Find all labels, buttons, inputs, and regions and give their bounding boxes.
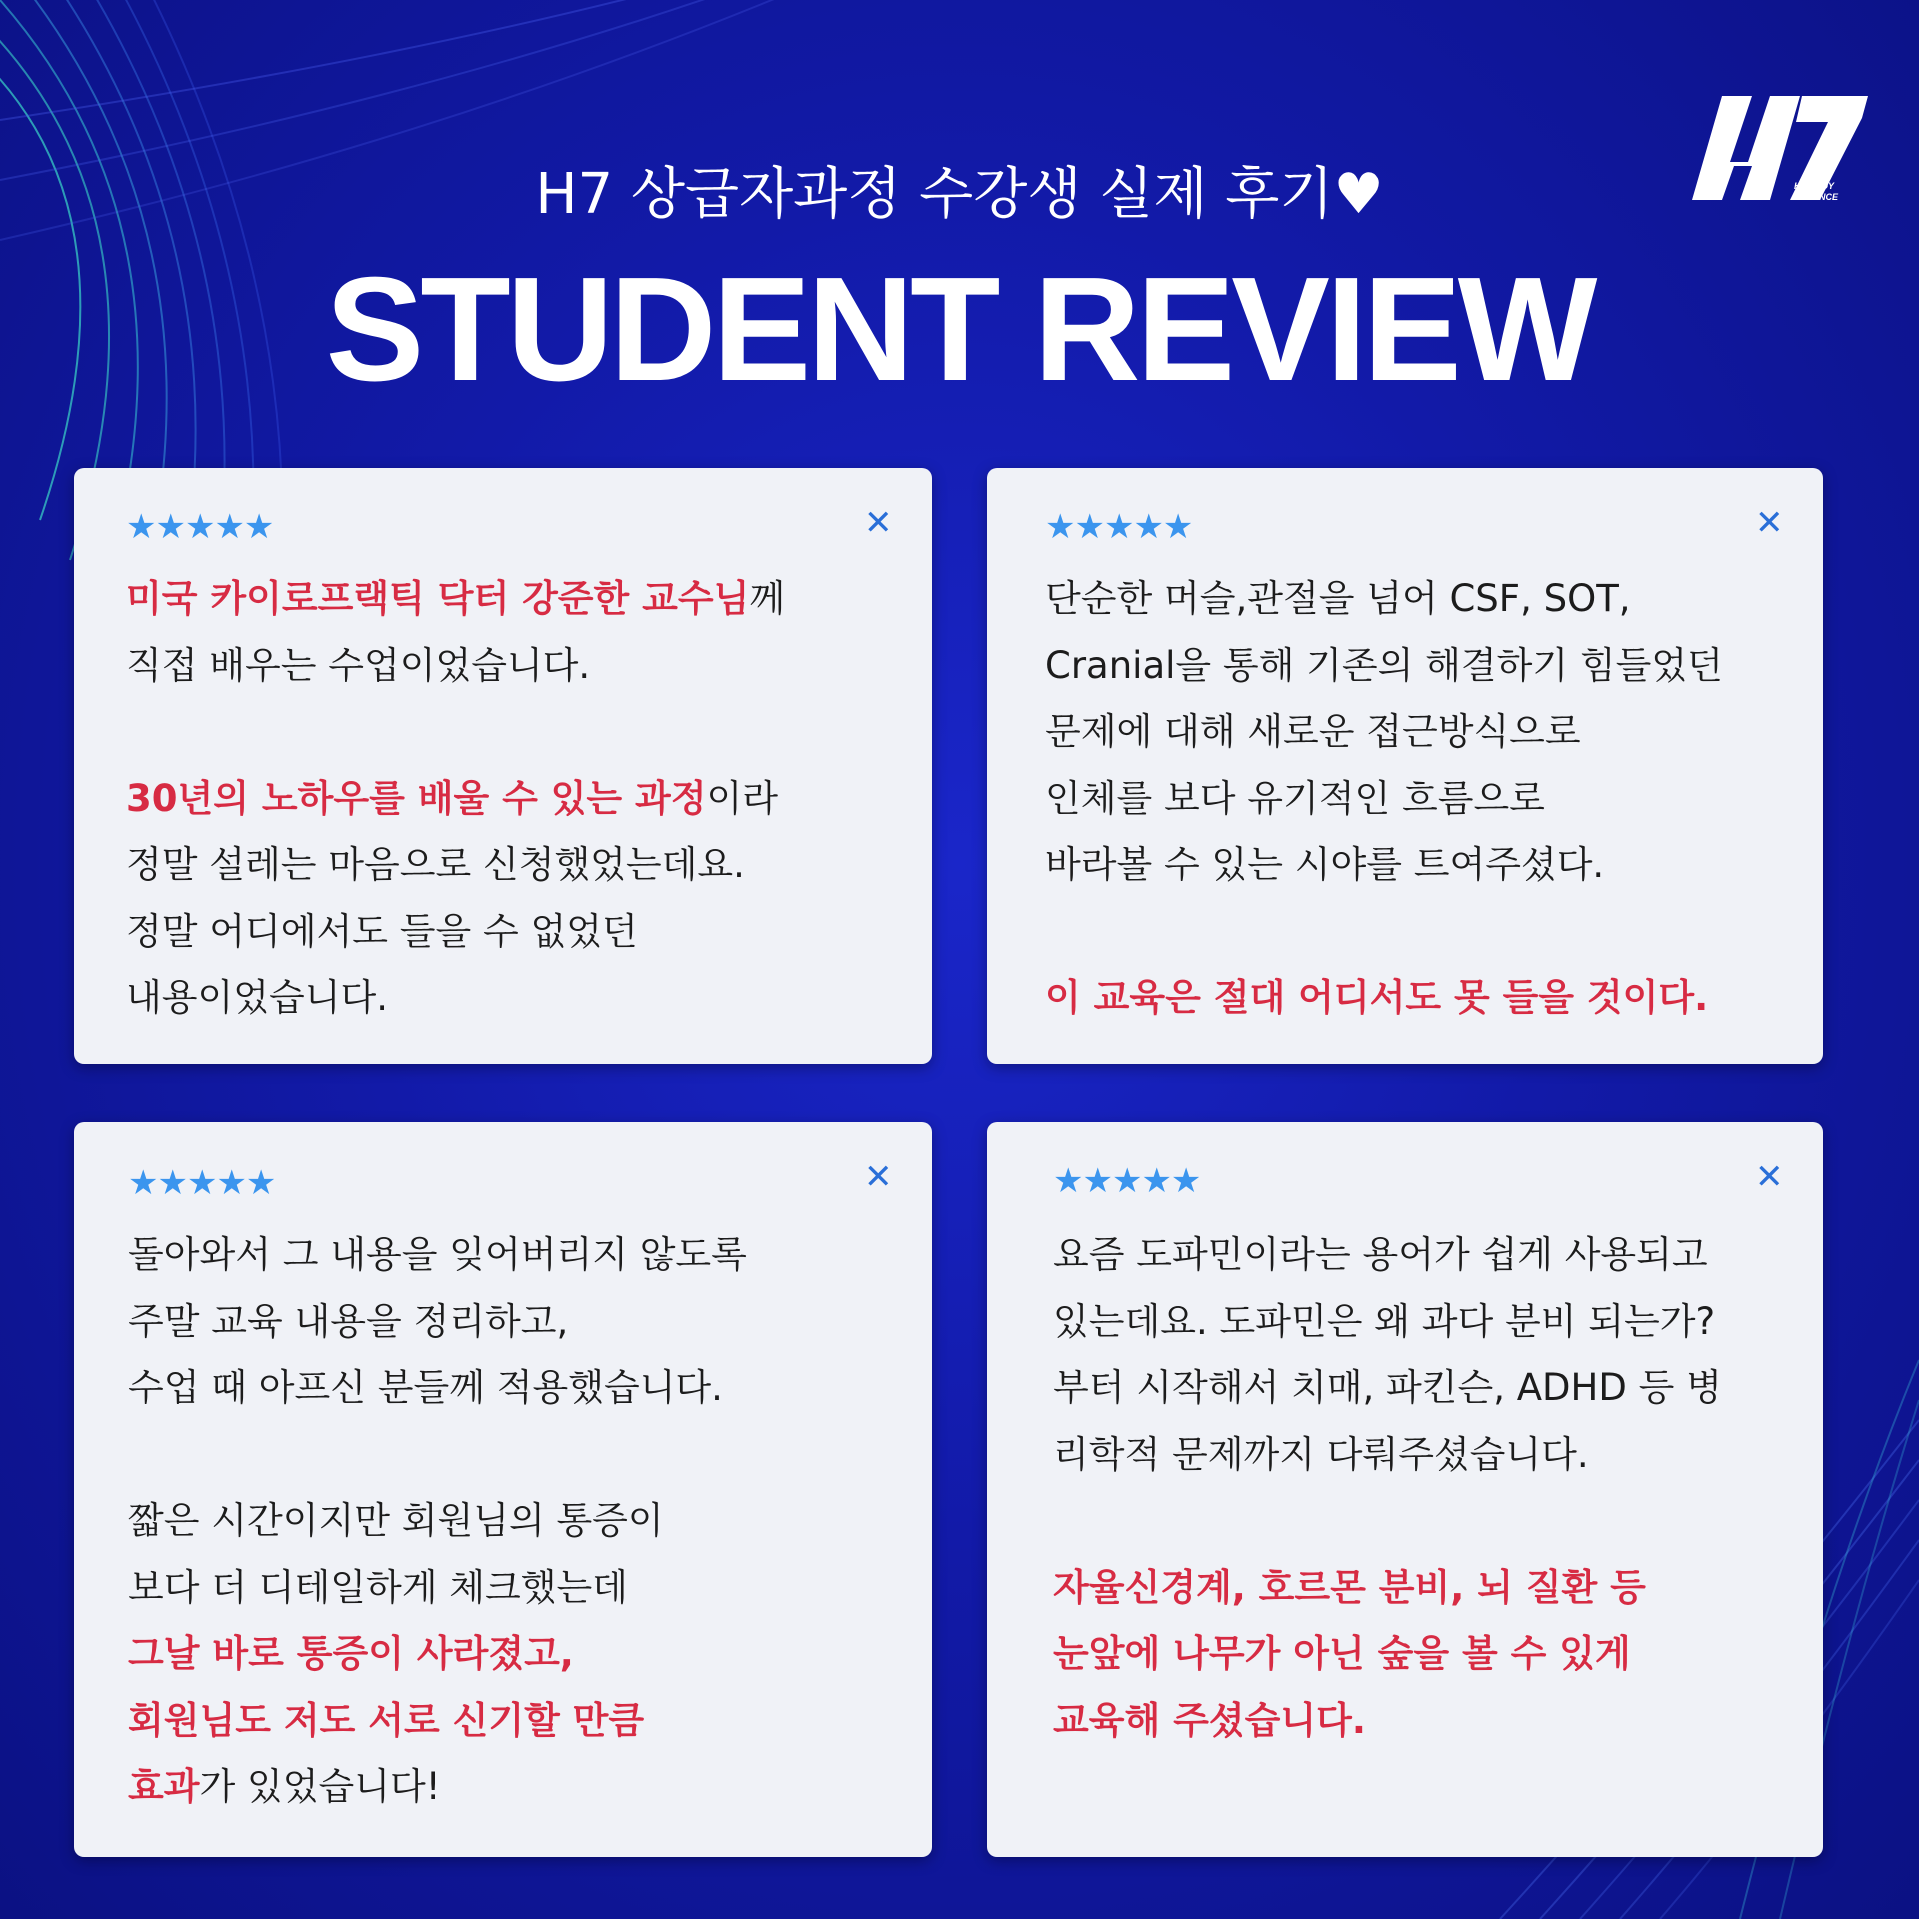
star-rating-icon: ★★★★★ <box>126 507 274 547</box>
review-line <box>1053 1222 1722 1289</box>
review-line-gap <box>1045 899 1723 966</box>
review-text-segment: 정말 어디에서도 들을 수 없었던 <box>126 909 638 953</box>
highlight-text: 이 교육은 절대 어디서도 못 들을 것이다. <box>1045 976 1709 1019</box>
review-text <box>128 1222 747 1821</box>
highlight-text: 교육해 주셨습니다. <box>1053 1698 1366 1742</box>
close-icon[interactable]: ✕ <box>864 1157 893 1197</box>
review-line <box>1045 766 1723 833</box>
close-icon[interactable]: ✕ <box>864 503 893 543</box>
highlight-text: 회원님도 저도 서로 신기할 만큼 <box>128 1698 645 1742</box>
highlight-text: 효과 <box>128 1765 200 1808</box>
review-text-segment: 직접 배우는 수업이었습니다. <box>126 643 591 687</box>
close-icon[interactable]: ✕ <box>1755 1157 1784 1197</box>
review-text-segment: 요즘 도파민이라는 용어가 쉽게 사용되고 <box>1053 1233 1708 1276</box>
star-rating-icon: ★★★★★ <box>1045 507 1193 547</box>
review-line <box>128 1488 747 1555</box>
review-line-gap <box>1053 1488 1722 1555</box>
review-card-1 <box>74 468 932 1064</box>
highlight-text: 미국 카이로프랙틱 닥터 강준한 교수님 <box>126 577 750 620</box>
review-line <box>1045 699 1723 766</box>
logo-tagline-2: BALANCE <box>1794 192 1838 202</box>
review-line <box>1053 1355 1722 1422</box>
review-line <box>128 1222 747 1289</box>
review-line <box>1053 1289 1722 1356</box>
review-line <box>128 1555 747 1622</box>
review-card-4 <box>987 1122 1823 1857</box>
review-line <box>128 1754 747 1821</box>
review-line-gap <box>128 1422 747 1489</box>
review-text-segment: 내용이었습니다. <box>126 976 388 1019</box>
review-text-segment: 수업 때 아프신 분들께 적용했습니다. <box>128 1366 723 1409</box>
review-text-segment: 께 <box>749 577 786 620</box>
review-text-segment: 보다 더 디테일하게 체크했는데 <box>128 1565 628 1609</box>
review-line <box>126 899 785 966</box>
review-line-gap <box>126 699 785 766</box>
review-text-segment: 부터 시작해서 치매, 파킨슨, ADHD 등 병 <box>1053 1366 1722 1409</box>
review-text <box>126 566 785 1032</box>
review-text-segment: 문제에 대해 새로운 접근방식으로 <box>1045 710 1581 753</box>
review-line <box>1045 832 1723 899</box>
star-rating-icon: ★★★★★ <box>1053 1161 1201 1201</box>
review-line <box>128 1355 747 1422</box>
review-text-segment: 정말 설레는 마음으로 신청했었는데요. <box>126 843 745 886</box>
review-line <box>128 1688 747 1755</box>
review-line <box>126 965 785 1032</box>
highlight-text: 눈앞에 나무가 아닌 숲을 볼 수 있게 <box>1053 1632 1631 1675</box>
review-card-3 <box>74 1122 932 1857</box>
review-text-segment: 인체를 보다 유기적인 흐름으로 <box>1045 776 1545 820</box>
review-text-segment: 있는데요. 도파민은 왜 과다 분비 되는가? <box>1053 1299 1716 1343</box>
review-text-segment: 이라 <box>706 776 779 820</box>
review-line <box>1045 566 1723 633</box>
review-line <box>128 1621 747 1688</box>
review-line <box>126 633 785 700</box>
review-text <box>1053 1222 1722 1754</box>
review-text-segment: 가 있었습니다! <box>199 1765 441 1808</box>
review-text-segment: 돌아와서 그 내용을 잊어버리지 않도록 <box>128 1233 747 1276</box>
review-line <box>1053 1555 1722 1622</box>
review-line <box>1053 1688 1722 1755</box>
page-subtitle <box>0 150 1919 230</box>
review-line <box>1053 1422 1722 1489</box>
review-text <box>1045 566 1723 1032</box>
review-text-segment: 리학적 문제까지 다뤄주셨습니다. <box>1053 1432 1589 1476</box>
logo-tagline-1: H7 BODY <box>1794 181 1835 191</box>
highlight-text: 30년의 노하우를 배울 수 있는 과정 <box>126 776 707 820</box>
star-rating-icon: ★★★★★ <box>128 1163 276 1203</box>
review-line <box>128 1289 747 1356</box>
review-line <box>1045 633 1723 700</box>
review-text-segment: 바라볼 수 있는 시야를 트여주셨다. <box>1045 843 1605 886</box>
review-line <box>126 766 785 833</box>
highlight-text: 자율신경계, 호르몬 분비, 뇌 질환 등 <box>1053 1565 1646 1609</box>
review-text-segment: 단순한 머슬,관절을 넘어 CSF, SOT, <box>1045 577 1631 620</box>
review-text-segment: Cranial을 통해 기존의 해결하기 힘들었던 <box>1045 643 1723 687</box>
review-line <box>126 832 785 899</box>
review-card-2 <box>987 468 1823 1064</box>
review-text-segment: 주말 교육 내용을 정리하고, <box>128 1299 569 1343</box>
subtitle-text: H7 상급자과정 수강생 실제 후기 <box>535 162 1334 227</box>
review-line <box>1045 965 1723 1032</box>
highlight-text: 그날 바로 통증이 사라졌고, <box>128 1632 574 1675</box>
heart-icon: ♥ <box>1333 162 1384 227</box>
review-line <box>1053 1621 1722 1688</box>
page-title: STUDENT REVIEW <box>325 247 1594 412</box>
review-text-segment: 짧은 시간이지만 회원님의 통증이 <box>128 1499 664 1542</box>
review-line <box>126 566 785 633</box>
close-icon[interactable]: ✕ <box>1755 503 1784 543</box>
